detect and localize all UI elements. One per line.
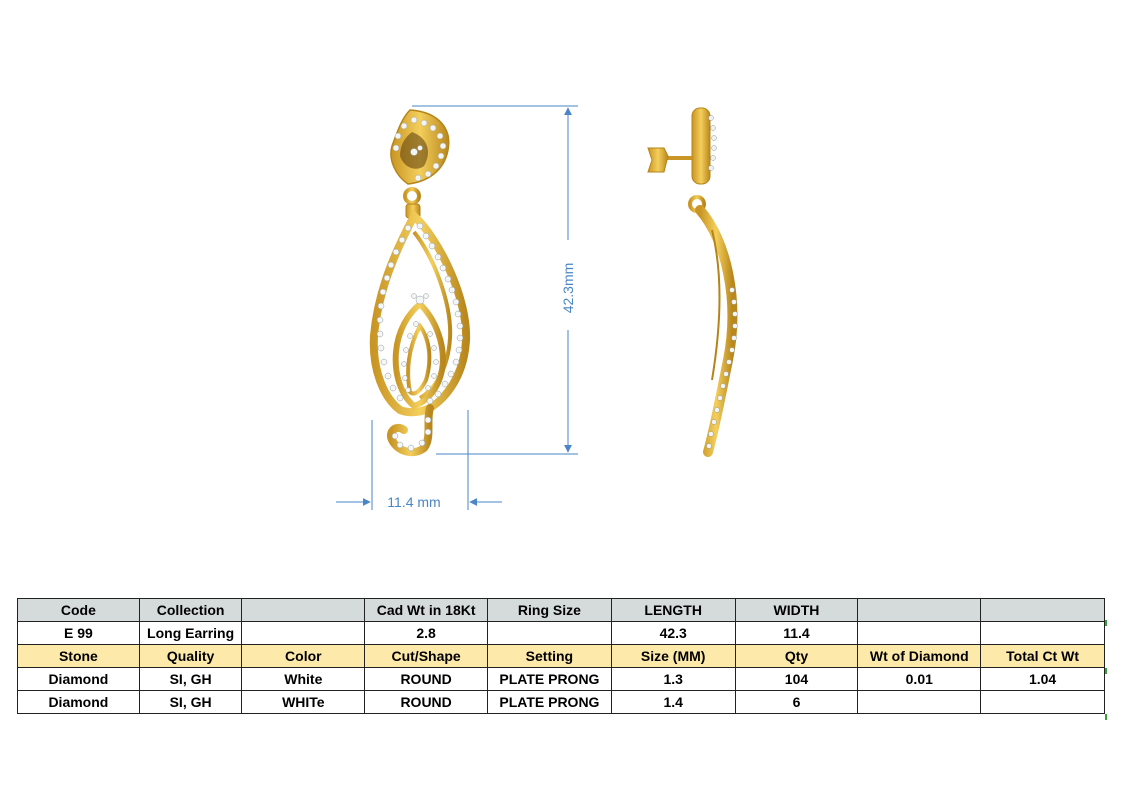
table-cell: SI, GH — [139, 691, 242, 714]
header-row-product — [18, 599, 1105, 622]
table-cell: WHITe — [242, 691, 365, 714]
earring-front-view — [374, 110, 466, 452]
header-cell: LENGTH — [611, 599, 735, 622]
header-cell: Color — [242, 645, 365, 668]
header-cell: Cad Wt in 18Kt — [365, 599, 488, 622]
table-cell: PLATE PRONG — [488, 691, 612, 714]
header-cell: Wt of Diamond — [858, 645, 981, 668]
cell-marker — [1105, 714, 1107, 720]
earring-side-view — [648, 108, 738, 452]
table-cell: ROUND — [365, 668, 488, 691]
header-cell — [858, 599, 981, 622]
table-cell: 42.3 — [611, 622, 735, 645]
header-cell — [242, 599, 365, 622]
specification-table — [17, 598, 1105, 714]
table-cell: Diamond — [18, 691, 140, 714]
header-cell: Collection — [139, 599, 242, 622]
table-cell: 104 — [735, 668, 858, 691]
table-cell — [981, 691, 1105, 714]
table-cell: Long Earring — [139, 622, 242, 645]
table-cell: White — [242, 668, 365, 691]
product-row — [18, 622, 1105, 645]
stone-row — [18, 668, 1105, 691]
table-cell — [858, 622, 981, 645]
header-cell: Qty — [735, 645, 858, 668]
header-cell: Size (MM) — [611, 645, 735, 668]
table-cell: 6 — [735, 691, 858, 714]
table-cell: ROUND — [365, 691, 488, 714]
butterfly-back — [648, 148, 668, 172]
header-cell: Quality — [139, 645, 242, 668]
header-cell: WIDTH — [735, 599, 858, 622]
stone-row — [18, 691, 1105, 714]
header-cell: Cut/Shape — [365, 645, 488, 668]
header-cell: Ring Size — [488, 599, 612, 622]
header-cell: Stone — [18, 645, 140, 668]
pendant-outer-leaf — [374, 216, 466, 412]
table-cell: 1.04 — [981, 668, 1105, 691]
header-cell — [981, 599, 1105, 622]
width-label: 11.4 mm — [387, 494, 441, 510]
table-cell — [858, 691, 981, 714]
table-cell: SI, GH — [139, 668, 242, 691]
cell-marker — [1105, 668, 1107, 674]
cell-marker — [1105, 620, 1107, 626]
table-cell: 11.4 — [735, 622, 858, 645]
header-row-stones — [18, 645, 1105, 668]
header-cell: Setting — [488, 645, 612, 668]
table-cell: 1.3 — [611, 668, 735, 691]
header-cell: Code — [18, 599, 140, 622]
jump-ring — [405, 189, 419, 203]
table-cell — [981, 622, 1105, 645]
table-cell: 0.01 — [858, 668, 981, 691]
header-cell: Total Ct Wt — [981, 645, 1105, 668]
table-cell: PLATE PRONG — [488, 668, 612, 691]
table-cell — [488, 622, 612, 645]
side-stud-plate — [692, 108, 710, 184]
table-cell: Diamond — [18, 668, 140, 691]
table-cell: E 99 — [18, 622, 140, 645]
height-label: 42.3mm — [560, 262, 576, 314]
table-cell — [242, 622, 365, 645]
table-cell: 1.4 — [611, 691, 735, 714]
table-cell: 2.8 — [365, 622, 488, 645]
